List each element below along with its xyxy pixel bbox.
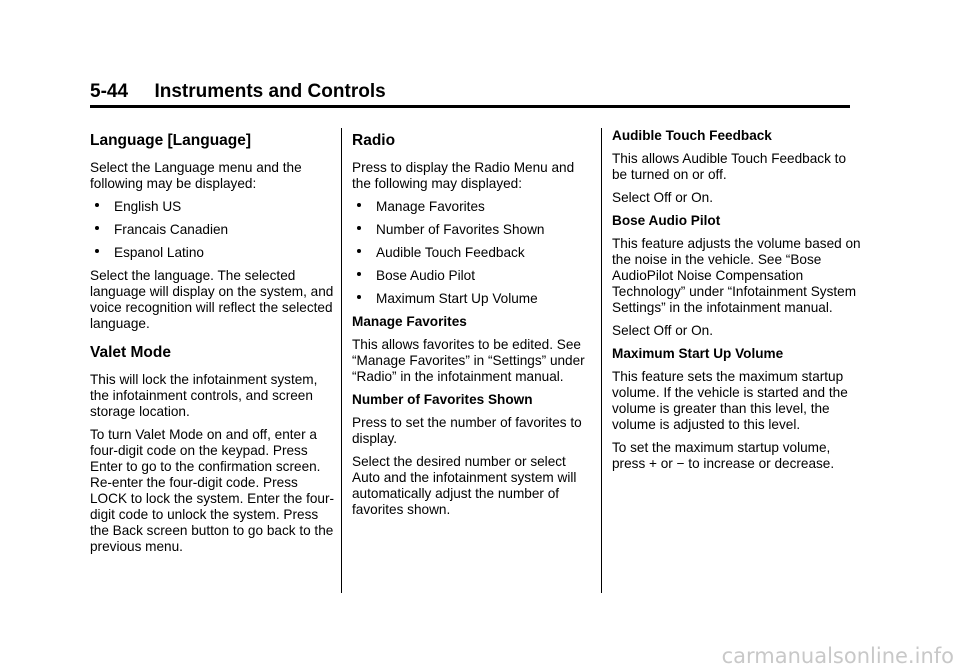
column-1 bbox=[90, 126, 335, 562]
list-item: Bose Audio Pilot bbox=[352, 268, 592, 284]
bose-audio-pilot-heading: Bose Audio Pilot bbox=[612, 213, 721, 228]
list-item: Manage Favorites bbox=[352, 199, 592, 215]
language-intro: Select the Language menu and the following may be displayed: bbox=[90, 160, 302, 191]
manage-favorites-heading: Manage Favorites bbox=[352, 314, 467, 329]
bose-audio-pilot-paragraph-1: This feature adjusts the volume based on the noise in the vehicle. See “Bose AudioPilot Noise Compensation Technology” under “Infotainment System Settings” in the infotainment manual. bbox=[612, 236, 861, 315]
number-of-favorites-paragraph-2: Select the desired number or select Auto and the infotainment system will automatically adjust the number of favorites shown. bbox=[352, 454, 577, 517]
audible-touch-feedback-paragraph-1: This allows Audible Touch Feedback to be turned on or off. bbox=[612, 151, 846, 182]
watermark: carmanualsonline.info bbox=[721, 644, 954, 668]
list-item: Maximum Start Up Volume bbox=[352, 291, 592, 307]
maximum-start-up-volume-heading: Maximum Start Up Volume bbox=[612, 346, 784, 361]
radio-heading: Radio bbox=[352, 132, 396, 149]
number-of-favorites-paragraph-1: Press to set the number of favorites to display. bbox=[352, 415, 582, 446]
list-item: English US bbox=[90, 199, 335, 215]
valet-heading: Valet Mode bbox=[90, 344, 171, 361]
valet-paragraph-1: This will lock the infotainment system, the infotainment controls, and screen storage location. bbox=[90, 372, 318, 419]
bose-audio-pilot-paragraph-2: Select Off or On. bbox=[612, 323, 713, 338]
audible-touch-feedback-paragraph-2: Select Off or On. bbox=[612, 190, 713, 205]
radio-intro: Press to display the Radio Menu and the following may displayed: bbox=[352, 160, 575, 191]
page-header bbox=[90, 80, 850, 108]
page-number: 5-44 bbox=[90, 81, 129, 102]
maximum-start-up-volume-paragraph-1: This feature sets the maximum startup volume. If the vehicle is started and the volume is greater than this level, the volume is adjusted to this level. bbox=[612, 369, 848, 432]
column-divider-1 bbox=[341, 128, 342, 593]
list-item: Francais Canadien bbox=[90, 222, 335, 238]
column-divider-2 bbox=[601, 128, 602, 593]
section-title: Instruments and Controls bbox=[154, 81, 386, 102]
language-description: Select the language. The selected language will display on the system, and voice recognition will reflect the selected language. bbox=[90, 268, 334, 331]
list-item: Audible Touch Feedback bbox=[352, 245, 592, 261]
list-item: Espanol Latino bbox=[90, 245, 335, 261]
column-3 bbox=[612, 128, 862, 479]
maximum-start-up-volume-paragraph-2: To set the maximum startup volume, press + or − to increase or decrease. bbox=[612, 440, 835, 471]
valet-paragraph-2: To turn Valet Mode on and off, enter a four-digit code on the keypad. Press Enter to go to the confirmation screen. Re-enter the four-digit code. Press LOCK to lock the system. Enter the four-digit code to unlock the system. Press the Back screen button to go back to the previous menu. bbox=[90, 427, 335, 554]
language-heading: Language [Language] bbox=[90, 132, 252, 149]
column-2 bbox=[352, 126, 592, 525]
list-item: Number of Favorites Shown bbox=[352, 222, 592, 238]
audible-touch-feedback-heading: Audible Touch Feedback bbox=[612, 128, 772, 143]
manage-favorites-description: This allows favorites to be edited. See “Manage Favorites” in “Settings” under “Radio” in the infotainment manual. bbox=[352, 337, 585, 384]
number-of-favorites-heading: Number of Favorites Shown bbox=[352, 392, 533, 407]
radio-list bbox=[352, 199, 592, 307]
language-list bbox=[90, 199, 335, 261]
